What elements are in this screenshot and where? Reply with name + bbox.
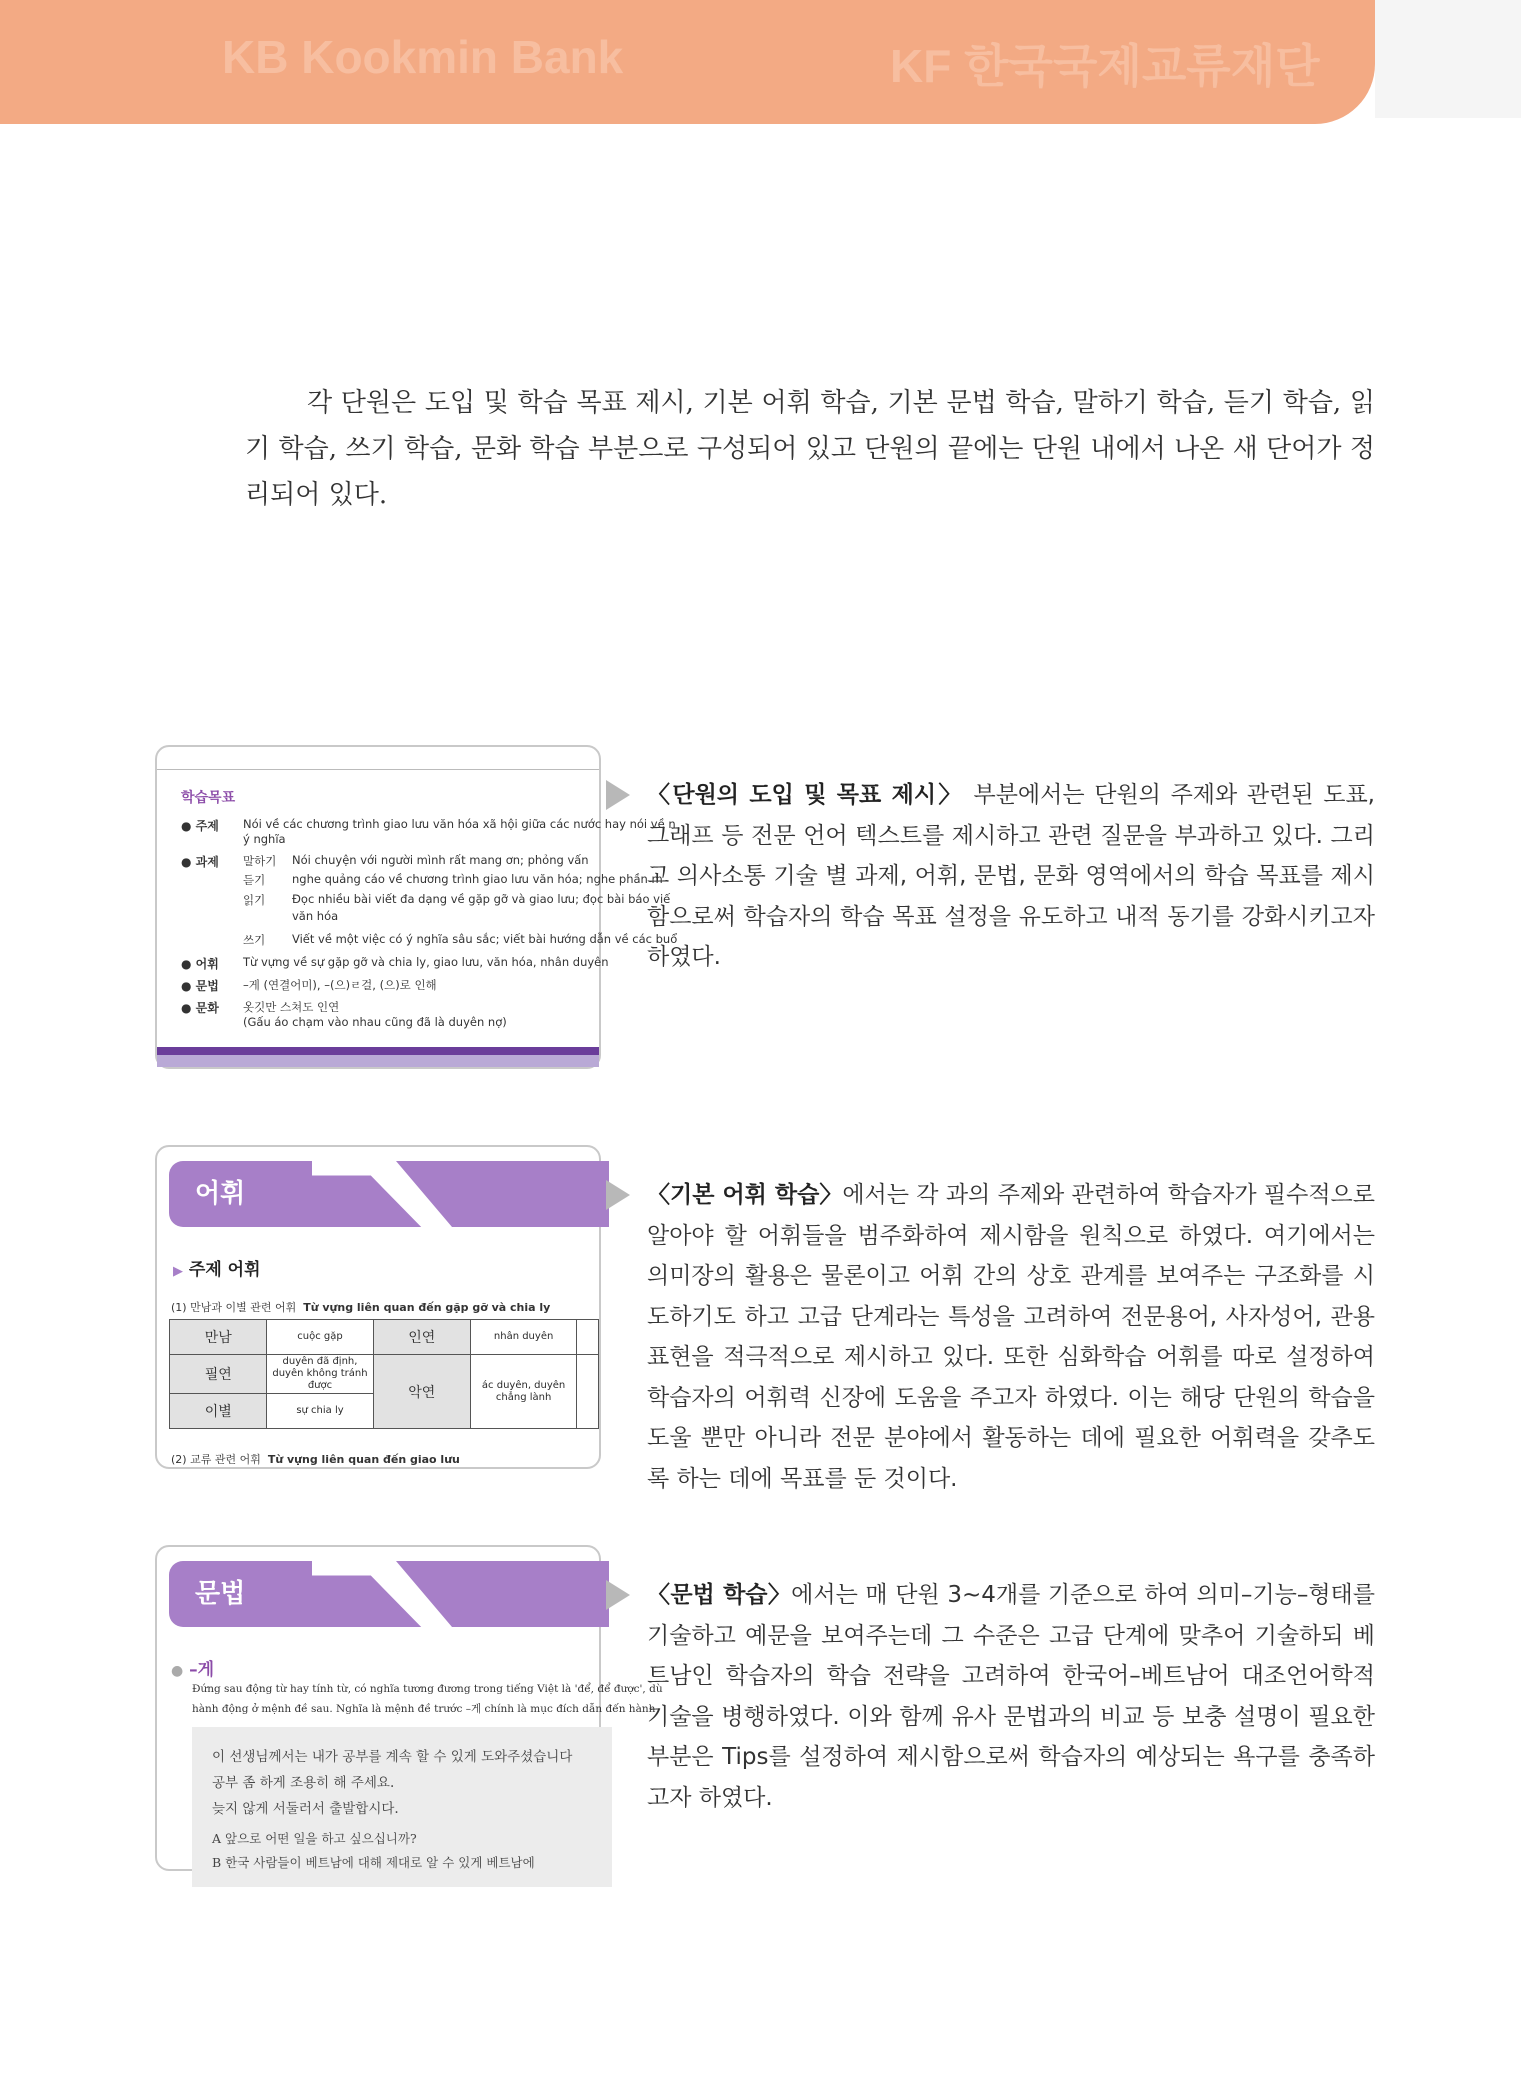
learning-goal-label: ● 문화: [181, 1001, 219, 1015]
table-cell: nhân duyên: [470, 1320, 576, 1355]
table-row: [170, 1355, 599, 1394]
learning-goal-sublabel: 읽기: [243, 893, 266, 907]
learning-goal-label: ● 주제: [181, 819, 219, 833]
learning-goal-sublabel: 쓰기: [243, 933, 266, 947]
section-title: 〈기본 어휘 학습〉: [647, 1182, 843, 1208]
learning-goals-heading: 학습목표: [181, 790, 236, 806]
example-sentence: 늦지 않게 서둘러서 출발합시다.: [212, 1801, 399, 1817]
table-cell: ác duyên, duyên chẳng lành: [470, 1355, 576, 1429]
example-sentence: 공부 좀 하게 조용히 해 주세요.: [212, 1775, 395, 1791]
section-title: 〈단원의 도입 및 목표 제시〉: [647, 782, 964, 808]
arrow-icon: [606, 1580, 630, 1610]
thumbnail-vocabulary: [155, 1145, 601, 1469]
thumbnail-bottom-bar: [157, 1047, 599, 1055]
grammar-tab-label: 문법: [195, 1579, 246, 1609]
table-cell: 이별: [170, 1394, 267, 1429]
learning-goal-text: ý nghĩa: [243, 832, 286, 846]
thumbnail-learning-goals: [155, 745, 678, 1069]
arrow-icon: [606, 780, 630, 810]
learning-goal-text: Viết về một việc có ý nghĩa sâu sắc; viết bài hướng dẫn về các buổ: [292, 932, 678, 946]
thumbnail-bottom-bar-light: [157, 1055, 599, 1067]
learning-goal-label: ● 어휘: [181, 957, 219, 971]
section-body: 에서는 매 단원 3~4개를 기준으로 하여 의미–기능–형태를 기술하고 예문을 보여주는데 그 수준은 고급 단계에 맞추어 기술하되 베트남인 학습자의 학습 전략을 고려하여 한국어–베트남어 대조언어학적 기술을 병행하였다. 이와 함께 유사 문법과의 비교 등 보충 설명이 필요한 부분은 Tips를 설정하여 제시함으로써 학습자의 예상되는 욕구를 충족하고자 하였다.: [647, 1582, 1375, 1811]
kf-foundation-logo: KF 한국국제교류재단: [890, 40, 1320, 92]
table-cell: duyên đã định, duyên không tránh được: [267, 1355, 373, 1394]
section-grammar-text: [647, 1575, 1375, 1818]
vocabulary-table: [169, 1319, 599, 1429]
learning-goal-text: (Gấu áo chạm vào nhau cũng đã là duyên nợ): [243, 1015, 507, 1029]
bullet-icon: ●: [171, 1663, 184, 1679]
section-title: 〈문법 학습〉: [647, 1582, 792, 1608]
header-banner: [0, 0, 1375, 124]
topic-vocabulary-heading: ▶ 주제 어휘: [173, 1260, 261, 1280]
example-dialogue: A 앞으로 어떤 일을 하고 싶으십니까?: [212, 1831, 417, 1846]
table-row: [170, 1320, 599, 1355]
learning-goal-label: ● 과제: [181, 855, 219, 869]
learning-goal-text: nghe quảng cáo về chương trình giao lưu văn hóa; nghe phần m: [292, 872, 663, 886]
thumbnail-top-rule: [157, 769, 599, 770]
table-cell: sự chia ly: [267, 1394, 373, 1429]
learning-goal-text: Từ vựng về sự gặp gỡ và chia ly, giao lưu, văn hóa, nhân duyên: [243, 955, 609, 969]
kb-kookmin-bank-logo: KB Kookmin Bank: [222, 31, 624, 83]
table-cell: 만남: [170, 1320, 267, 1355]
learning-goal-sublabel: 듣기: [243, 873, 266, 887]
table-cell: [577, 1320, 599, 1355]
table-cell: 필연: [170, 1355, 267, 1394]
thumbnail-grammar: [155, 1545, 663, 1871]
grammar-explanation-line: hành động ở mệnh đề sau. Nghĩa là mệnh đề trước –게 chính là mục đích dẫn đến hành: [192, 1703, 656, 1715]
learning-goal-text: 옷깃만 스쳐도 인연: [243, 1000, 340, 1014]
header-corner: [1375, 0, 1521, 118]
learning-goal-text: –게 (연결어미), –(으)ㄹ걸, (으)로 인해: [243, 978, 437, 992]
intro-paragraph: 각 단원은 도입 및 학습 목표 제시, 기본 어휘 학습, 기본 문법 학습, 말하기 학습, 듣기 학습, 읽기 학습, 쓰기 학습, 문화 학습 부분으로 구성되어 있고 단원의 끝에는 단원 내에서 나온 새 단어가 정리되어 있다.: [245, 388, 1375, 510]
vocab-caption-2: (2) 교류 관련 어휘 Từ vựng liên quan đến giao lưu: [171, 1453, 460, 1466]
section-body: 부분에서는 단원의 주제와 관련된 도표, 그래프 등 전문 언어 텍스트를 제시하고 관련 질문을 부과하고 있다. 그리고 의사소통 기술 별 과제, 어휘, 문법, 문화 영역에서의 학습 목표를 제시함으로써 학습자의 학습 목표 설정을 유도하고 내적 동기를 강화시키고자 하였다.: [647, 782, 1375, 970]
grammar-explanation-line: Đứng sau động từ hay tính từ, có nghĩa tương đương trong tiếng Việt là 'để, để được', dù: [192, 1683, 663, 1695]
vocab-caption-1: (1) 만남과 이별 관련 어휘 Từ vựng liên quan đến gặp gỡ và chia ly: [171, 1301, 551, 1314]
section-body: 에서는 각 과의 주제와 관련하여 학습자가 필수적으로 알아야 할 어휘들을 범주화하여 제시함을 원칙으로 하였다. 여기에서는 의미장의 활용은 물론이고 어휘 간의 상호 관계를 보여주는 구조화를 시도하기도 하고 고급 단계라는 특성을 고려하여 전문용어, 사자성어, 관용표현을 적극적으로 제시하고 있다. 또한 심화학습 어휘를 따로 설정하여 학습자의 어휘력 신장에 도움을 주고자 하였다. 이는 해당 단원의 학습을 도울 뿐만 아니라 전문 분야에서 활동하는 데에 필요한 어휘력을 갖추도록 하는 데에 목표를 둔 것이다.: [647, 1182, 1375, 1492]
vocabulary-tab-label: 어휘: [195, 1179, 246, 1209]
learning-goal-text: Đọc nhiều bài viết đa dạng về gặp gỡ và giao lưu; đọc bài báo viế: [292, 892, 671, 906]
learning-goal-text: Nói về các chương trình giao lưu văn hóa xã hội giữa các nước hay nói về n: [243, 817, 676, 831]
table-cell: [577, 1355, 599, 1429]
table-cell: 인연: [373, 1320, 470, 1355]
example-sentence: 이 선생님께서는 내가 공부를 계속 할 수 있게 도와주셨습니다: [212, 1749, 573, 1765]
table-cell: cuộc gặp: [267, 1320, 373, 1355]
table-cell: 악연: [373, 1355, 470, 1429]
arrow-icon: [606, 1180, 630, 1210]
grammar-point-heading: ● –게: [171, 1660, 215, 1680]
triangle-icon: ▶: [173, 1264, 183, 1279]
section-intro-goals-text: [647, 775, 1375, 978]
learning-goal-text: văn hóa: [292, 909, 339, 923]
learning-goal-sublabel: 말하기: [243, 854, 277, 868]
example-dialogue: B 한국 사람들이 베트남에 대해 제대로 알 수 있게 베트남에: [212, 1855, 535, 1870]
learning-goal-text: Nói chuyện với người mình rất mang ơn; phỏng vấn: [292, 853, 589, 867]
learning-goal-label: ● 문법: [181, 979, 219, 993]
section-vocabulary-text: [647, 1175, 1375, 1499]
